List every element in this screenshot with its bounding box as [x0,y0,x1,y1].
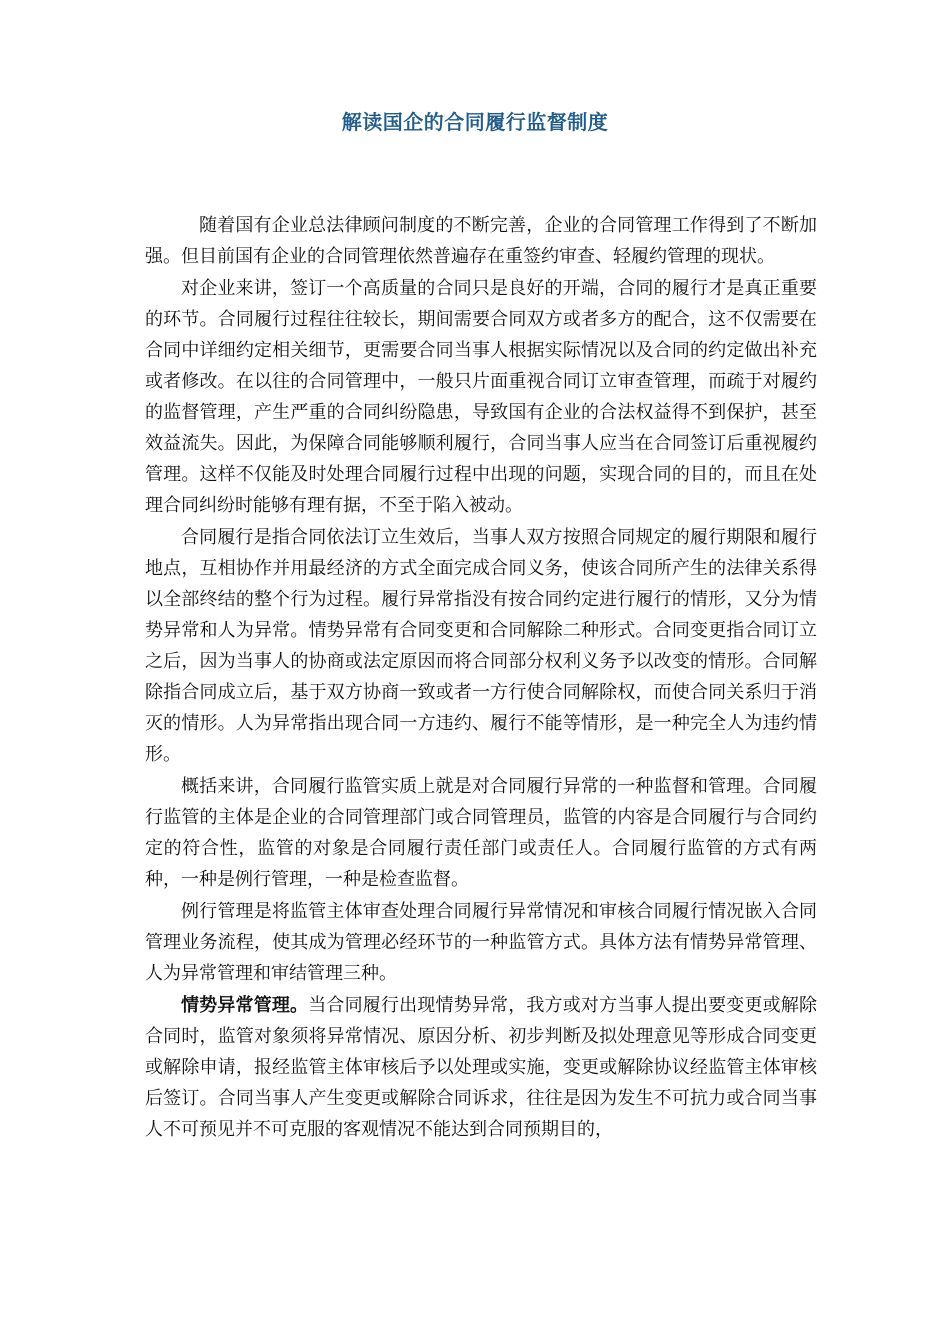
paragraph-summary: 概括来讲，合同履行监管实质上就是对合同履行异常的一种监督和管理。合同履行监管的主体是企业的合同管理部门或合同管理员，监管的内容是合同履行与合同约定的符合性，监管的对象是合同履行责任部门或责任人。合同履行监管的方式有两种，一种是例行管理，一种是检查监督。 [145,776,817,890]
document-title: 解读国企的合同履行监督制度 [341,110,609,134]
document-body [145,210,817,1146]
paragraph-intro: 随着国有企业总法律顾问制度的不断完善，企业的合同管理工作得到了不断加强。但目前国有企业的合同管理依然普遍存在重签约审查、轻履约管理的现状。 [145,215,817,267]
paragraph-situation-text: 当合同履行出现情势异常，我方或对方当事人提出要变更或解除合同时，监管对象须将异常情况、原因分析、初步判断及拟处理意见等形成合同变更或解除申请，报经监管主体审核后予以处理或实施，变更或解除协议经监管主体审核后签订。合同当事人产生变更或解除合同诉求，往往是因为发生不可抗力或合同当事人不可预见并不可克服的客观情况不能达到合同预期目的， [145,995,818,1140]
paragraph-definition: 合同履行是指合同依法订立生效后，当事人双方按照合同规定的履行期限和履行地点，互相协作并用最经济的方式全面完成合同义务，使该合同所产生的法律关系得以全部终结的整个行为过程。履行异常指没有按合同约定进行履行的情形，又分为情势异常和人为异常。情势异常有合同变更和合同解除二种形式。合同变更指合同订立之后，因为当事人的协商或法定原因而将合同部分权利义务予以改变的情形。合同解除指合同成立后，基于双方协商一致或者一方行使合同解除权，而使合同关系归于消灭的情形。人为异常指出现合同一方违约、履行不能等情形，是一种完全人为违约情形。 [145,527,817,765]
paragraph-situation-anomaly [145,990,817,1145]
paragraph-importance: 对企业来讲，签订一个高质量的合同只是良好的开端，合同的履行才是真正重要的环节。合同履行过程往往较长，期间需要合同双方或者多方的配合，这不仅需要在合同中详细约定相关细节，更需要合同当事人根据实际情况以及合同的约定做出补充或者修改。在以往的合同管理中，一般只片面重视合同订立审查管理，而疏于对履约的监督管理，产生严重的合同纠纷隐患，导致国有企业的合法权益得不到保护，甚至效益流失。因此，为保障合同能够顺利履行，合同当事人应当在合同签订后重视履约管理。这样不仅能及时处理合同履行过程中出现的问题，实现合同的目的，而且在处理合同纠纷时能够有理有据，不至于陷入被动。 [145,278,817,516]
paragraph-bold-lead: 情势异常管理。 [181,995,309,1016]
paragraph-routine-management: 例行管理是将监管主体审查处理合同履行异常情况和审核合同履行情况嵌入合同管理业务流程，使其成为管理必经环节的一种监管方式。具体方法有情势异常管理、人为异常管理和审结管理三种。 [145,901,817,984]
